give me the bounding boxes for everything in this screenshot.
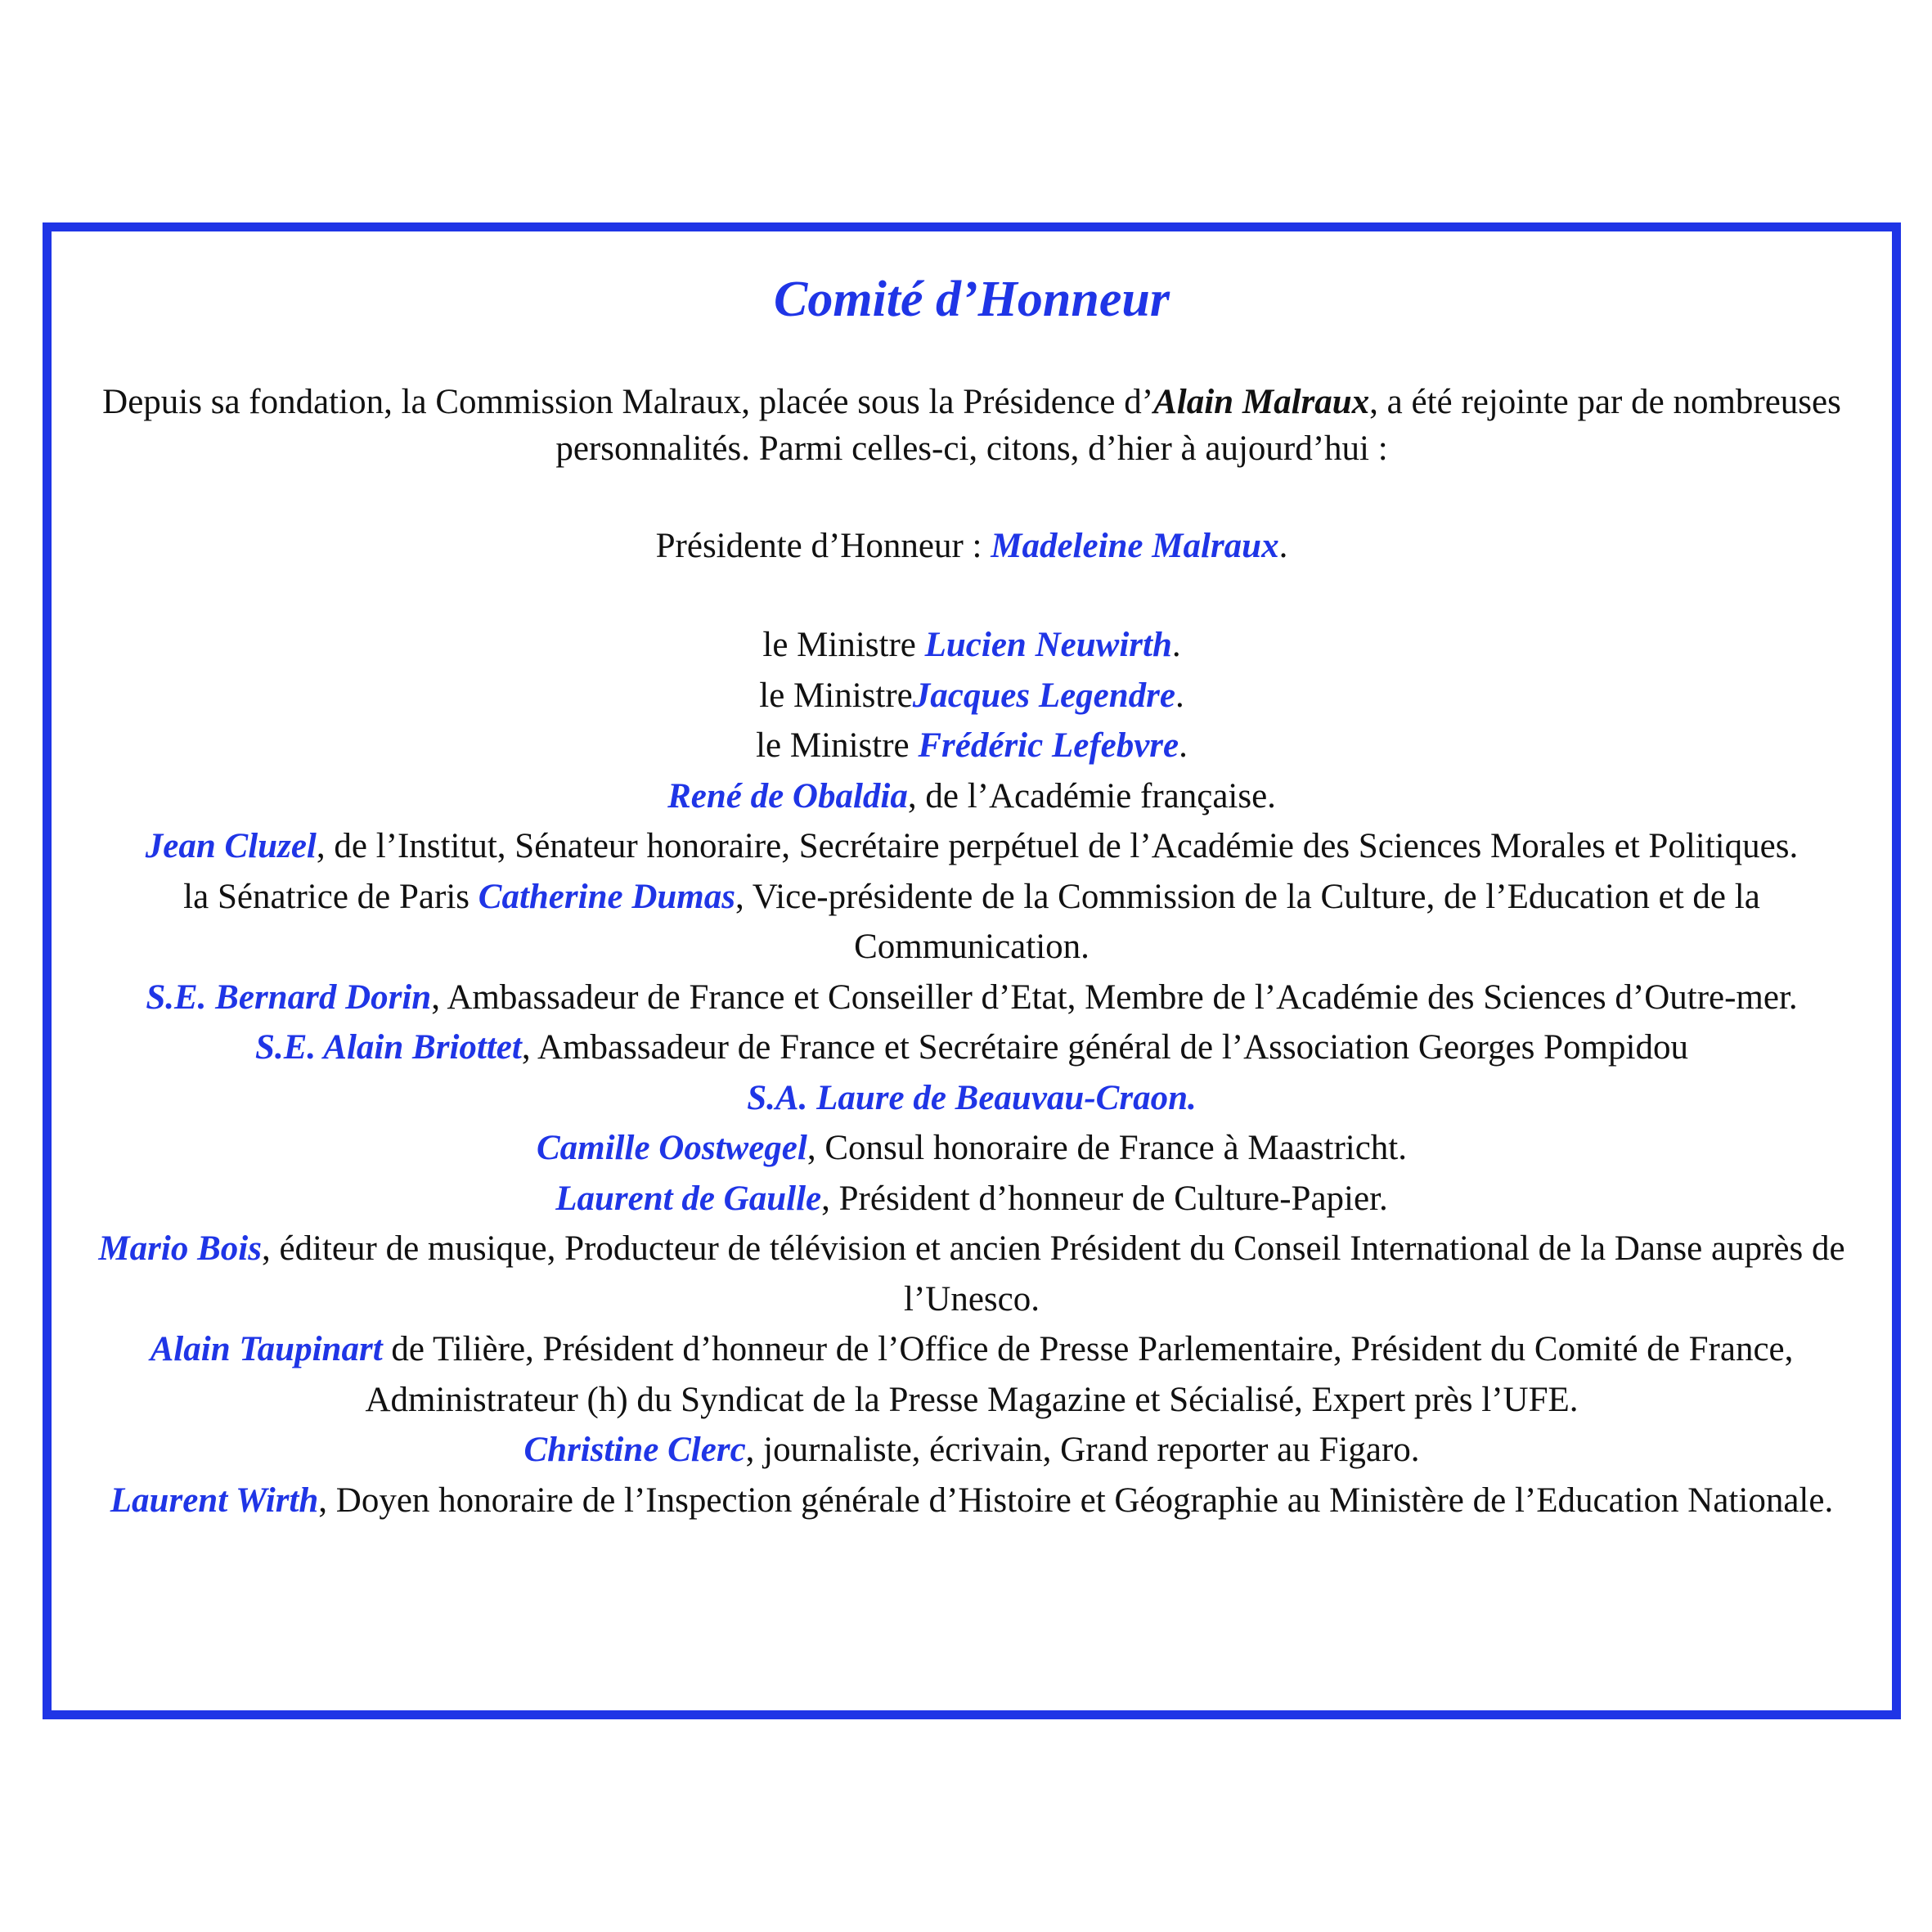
list-item [84,872,1859,973]
member-name: Jacques Legendre [912,676,1175,715]
honor-committee-frame [43,222,1901,1719]
member-name: Mario Bois [98,1229,262,1268]
member-description: , Vice-présidente de la Commission de la Culture, de l’Education et de la Communication. [735,877,1760,966]
members-list [84,620,1859,1525]
member-name: Frédéric Lefebvre [918,726,1179,765]
honorary-president-suffix: . [1278,527,1288,565]
member-name: Laurent de Gaulle [555,1179,822,1218]
member-name: S.A. Laure de Beauvau-Craon. [747,1078,1197,1117]
member-description: . [1175,676,1184,715]
list-item [84,1476,1859,1526]
member-description: , éditeur de musique, Producteur de télévision et ancien Président du Conseil International de la Danse auprès de l’Unesco. [261,1229,1845,1319]
member-description: , Président d’honneur de Culture-Papier. [821,1179,1388,1218]
list-item [84,1324,1859,1425]
honor-committee-content [84,263,1859,1525]
member-prefix: le Ministre [759,676,913,715]
list-item [84,620,1859,671]
list-item [84,973,1859,1023]
member-description: , Ambassadeur de France et Secrétaire général de l’Association Georges Pompidou [521,1028,1688,1067]
member-description: de Tilière, Président d’honneur de l’Office de Presse Parlementaire, Président du Comité de France, Administrateur (h) du Syndicat de la Presse Magazine et Sécialisé, Expert près l’UFE. [365,1330,1794,1419]
list-item [84,1224,1859,1324]
member-description: . [1171,626,1181,664]
honorary-president-name: Madeleine Malraux [991,527,1279,565]
list-item [84,1174,1859,1224]
honorary-president-label: Présidente d’Honneur : [655,527,991,565]
list-item [84,1123,1859,1174]
list-item [84,1022,1859,1073]
page-title: Comité d’Honneur [773,272,1170,327]
member-name: Jean Cluzel [145,827,317,865]
honorary-president-line [84,523,1859,569]
member-name: Laurent Wirth [110,1480,319,1520]
intro-text-after: , a été rejointe par de nombreuses personnalités. Parmi celles-ci, citons, d’hier à aujourd’hui : [555,383,1841,468]
member-name: S.E. Alain Briottet [255,1028,522,1067]
member-prefix: le Ministre [756,726,919,765]
intro-president-name: Alain Malraux [1153,383,1370,421]
list-item [84,721,1859,771]
member-prefix: la Sénatrice de Paris [183,877,479,916]
member-description: , Consul honoraire de France à Maastricht. [806,1129,1407,1167]
member-description: , de l’Académie française. [907,776,1276,815]
list-item [84,821,1859,872]
member-name: René de Obaldia [667,776,908,815]
list-item [84,671,1859,721]
member-description: , journaliste, écrivain, Grand reporter au Figaro. [745,1431,1420,1469]
member-name: Alain Taupinart [150,1330,383,1368]
member-description: . [1179,726,1188,765]
list-item [84,771,1859,822]
member-description: , Doyen honoraire de l’Inspection générale d’Histoire et Géographie au Ministère de l’Education Nationale. [318,1480,1834,1520]
member-prefix: le Ministre [762,626,925,664]
member-description: , de l’Institut, Sénateur honoraire, Secrétaire perpétuel de l’Académie des Sciences Morales et Politiques. [316,827,1799,865]
member-name: Christine Clerc [523,1431,746,1469]
member-name: Lucien Neuwirth [924,626,1172,664]
list-item [84,1073,1859,1124]
member-name: Camille Oostwegel [536,1129,807,1167]
member-name: S.E. Bernard Dorin [146,977,432,1017]
list-item [84,1425,1859,1476]
member-name: Catherine Dumas [478,877,735,916]
intro-paragraph [84,379,1859,472]
intro-text-before: Depuis sa fondation, la Commission Malraux, placée sous la Présidence d’ [102,383,1154,421]
member-description: , Ambassadeur de France et Conseiller d’Etat, Membre de l’Académie des Sciences d’Outre-mer. [431,977,1798,1017]
